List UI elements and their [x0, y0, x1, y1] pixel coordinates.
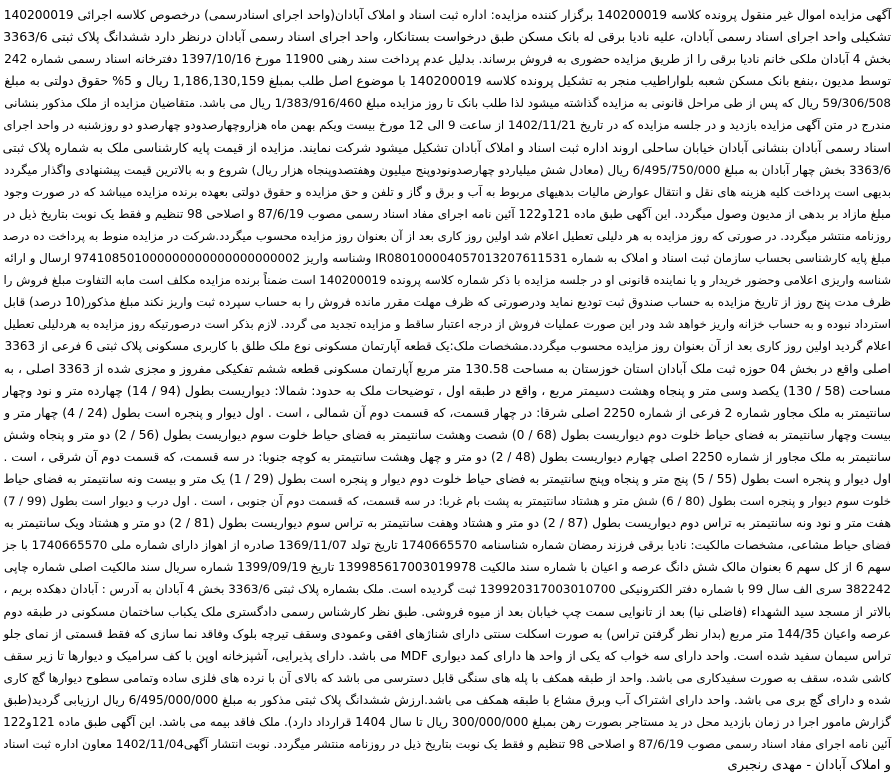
notice-line: اعلام گردید اولین روز کاری بعد از آن بعنوان روز مزایده محسوب میگردد.مشخصات ملک:یک قطعه آپارتمان مسکونی نوع ملک طلق با کاربری مسکونی پلاک ثبتی 6 فرعی از 3363 — [4, 339, 891, 354]
notice-line: بالاتر از مسجد سید الشهداء (فاضلی نیا) بعد از تانوایی سمت چپ خیابان بعد از میوه فروشی. طبق نظر کارشناس رسمی دادگستری ملک یکباب ساختمان مسکونی در طبقه دوم — [3, 604, 891, 619]
notice-line: بیست وچهار سانتیمتر به فضای حیاط خلوت دوم دیواریست بطول (68 / 0) شصت وهشت سانتیمتر به فضای حیاط خلوت سوم دیواریست بطول (56 / 2) دو متر و پنجاه وشش — [3, 427, 891, 442]
notice-line: سانتیمتر به ملک مجاور از شماره 2250 اصلی چهارم دیواریست بطول (48 / 2) دو متر و چهل وهشت سانتیمتر به کوچه جنوبا: در سه قسمت، که قسمت دوم آن شرقی ، است . — [3, 449, 891, 464]
notice-line: تشکیلی واحد اجرای اسناد رسمی آبادان، علیه نادیا برقی له بانک مسکن طبق درخواست بستانکار، واحد اجرای اسناد رسمی آبادان درنظر دارد ششدانگ پلاک ثبتی 3363/6 — [3, 29, 891, 45]
notice-line: مساحت (58 / 130) یکصد وسی متر و پنجاه وهشت دسیمتر مربع ، واقع در طبقه اول ، توضیحات ملک به حدود: شمالا: دیواریست بطول (94 / 14) چهارده متر و نود وچهار — [2, 382, 891, 398]
notice-line: اول دیوار و پنجره است بطول (55 / 5) پنج متر و پنجاه وپنج سانتیمتر به فضای حیاط خلوت دوم دیوار و پنجره است بطول (29 / 1) یک متر و بیست ونه سانتیمتر به فضای حیاط — [3, 471, 891, 486]
notice-line: سانتیمتر به ملک مجاور شماره 2 فرعی از شماره 2250 اصلی شرقا: در چهار قسمت، که قسمت دوم آن شمالی ، است . اول دیوار و پنجره است بطول (24 / 4) چهار متر و — [4, 404, 891, 420]
notice-line: هفت متر و نود ونه سانتیمتر به تراس دوم دیواریست بطول (87 / 2) دو متر و هشتاد وهفت سانتیمتر به تراس سوم دیواریست بطول (81 / 2) دو متر و هشتاد ویک سانتیمتر به — [3, 516, 891, 531]
notice-line: عرصه واعیان 144/35 متر مربع (بدار نظر گرفتن تراس) به صورت اسکلت سنتی دارای شناژهای افقی وعمودی وسقف تیرچه بلوک وفاقد نما سازی که فقط قسمتی از نمای جلو — [3, 626, 891, 641]
notice-line: 382242 سری الف سال 99 با شماره دفتر الکترونیکی 139920317003010700 ثبت گردیده است. ملک بشماره پلاک ثبتی 3363/6 بخش 4 آبادان به آدرس : آبادان دهکده بریم ، — [3, 582, 891, 597]
notice-line: 59/306/508 ریال که پس از طی مراحل قانونی به مزایده گذاشته میشود لذا طلب بانک تا روز مزایده مبلغ 1/383/916/460 ریال می باشد. متقاضیان مزایده از ملک مذکور بنشانی — [4, 96, 891, 111]
notice-line: بدیهی است پرداخت کلیه هزینه های نقل و انتقال عوارض مالیات بدهیهای مربوط به آب و برق و گاز و تلفن و حق مزایده و حقوق دولتی بعهده برنده مزایده میباشد که در صورت وجود — [3, 184, 891, 199]
notice-line: تراس سیمان سفید شده است. واحد دارای سه خواب که یکی از واحد ها دارای کمد دیواری MDF می باشد. دارای پذیرایی، آشپزخانه اوپن با کف سرامیک و دیوارها تا زیر سقف — [3, 648, 891, 663]
notice-line: سهم 6 از کل سهم 6 بعنوان مالک شش دانگ عرصه و اعیان با شماره سند مالکیت 139985617003019978 تاریخ 1399/09/19 شماره سریال سند مالکیت اصلی شماره چاپی — [4, 560, 891, 575]
notice-line: کاشی شده، سقف به صورت سفیدکاری می باشد. واحد از طبقه همکف با پله های سنگی قابل دسترسی می باشد که بالای آن با نرده های فلزی ساده وتمامی سطوح دیوارها گچ کاری — [3, 670, 891, 685]
notice-line: اصلی واقع در بخش 04 حوزه ثبت ملک آبادان استان خوزستان به مساحت 130.58 متر مربع آپارتمان مسکونی قطعه ششم تفکیکی مفروز و مجزی شده از 3363 اصلی ، به — [3, 360, 891, 376]
notice-line: مندرج در متن آگهی مزایده بازدید و در جلسه مزایده که در تاریخ 1402/11/21 از ساعت 9 الی 12 مورخ بیست ویکم بهمن ماه هزاروچهارصدودو چهارصدو دو روزشنبه در واحد اجرای — [3, 118, 891, 133]
notice-line: مبلغ پایه کارشناسی بحساب سازمان ثبت اسناد و املاک به شماره IR080100004057013207611531 وشناسه واریز 974108501000000000000000000002 ارسال و ارائه — [3, 251, 891, 266]
auction-notice-text — [2, 4, 891, 774]
notice-line: شناسه واریزی اعلامی وحضور خریدار و یا نماینده قانونی او در جلسه مزایده با ذکر شماره کلاسه پرونده 140200019 است ضمناً برنده مزایده مکلف است مابه التفاوت مبلغ فروش را — [3, 273, 891, 288]
notice-line: 3363/6 بخش چهار آبادان به مبلغ 6/495/750/000 ریال (معادل شش میلیاردو چهارصدونودوپنج میلیون وهفتصدوپنجاه هزار ریال) شروع و به بالاترین قیمت پیشنهادی واگذار میگردد — [4, 162, 891, 177]
notice-line: ظرف مدت پنج روز از تاریخ مزایده به حساب صندوق ثبت تودیع نماید ودرصورتی که ظرف مهلت مقرر مانده فروش را به حساب سپرده ثبت واریز نکند مبلغ مذکور(10 درصد) قابل — [3, 295, 891, 310]
notice-line: توسط مدیون ،بنفع بانک مسکن شعبه بلواراطیب منجر به تشکیل پرونده کلاسه 140200019 با موضوع اصل طلب بمبلغ 1,186,130,159 ریال و 5% حقوق دولتی به مبلغ — [4, 73, 891, 89]
notice-line: فضای حیاط مشاعی، مشخصات مالکیت: نادیا برقی فرزند رمضان شماره شناسنامه 1740665570 تاریخ تولد 1369/11/07 صادره از اهواز دارای شماره ملی 1740665570 با جز — [3, 538, 891, 553]
notice-line: آئین نامه اجرای مفاد اسناد رسمی مصوب 87/6/19 و اصلاحی 98 تنظیم و فقط یک نوبت بتاریخ ذیل در روزنامه منتشر میگردد. نوبت انتشار آگهی1402/11/04 معاون اداره ثبت اسناد — [3, 737, 891, 752]
notice-line: بخش 4 آبادان ملکی خانم نادیا برقی را از طریق مزایده حضوری به فروش برساند. بدلیل عدم پرداخت سند رهنی 11900 مورخ 1397/10/16 دفترخانه اسناد رسمی شماره 242 — [4, 52, 891, 67]
notice-line: گزارش مامور اجرا در زمان بازدید محل در ید مستاجر بصورت رهن بمبلغ 300/000/000 ریال تا سال 1404 قرارداد دارد). ملک فاقد بیمه می باشد. این آگهی طبق ماده 121و122 — [3, 715, 891, 729]
notice-line: خلوت سوم دیوار و پنجره است بطول (80 / 6) شش متر و هشتاد سانتیمتر به پشت بام غربا: در سه قسمت، که قسمت دوم آن جنوبی ، است . اول درب و دیوار است بطول (99 / 7) — [3, 494, 891, 509]
notice-line: مبلغ مازاد بر بدهی از مدیون وصول میگردد. این آگهی طبق ماده 121و122 آئین نامه اجرای مفاد اسناد رسمی مصوب 87/6/19 و اصلاحی 98 تنظیم و فقط یک نوبت بتاریخ ذیل در — [4, 206, 891, 221]
notice-line: اسناد رسمی آبادان بنشانی آبادان خیابان ساحلی اروند اداره ثبت اسناد و املاک آبادان تشکیل میشود شرکت نمایند. مزایده از قیمت پایه کارشناسی ملک به شماره پلاک ثبتی — [2, 139, 891, 155]
notice-line: شده و دارای گچ بری می باشد. واحد دارای اشتراک آب وبرق مشاع با طبقه همکف می باشد.ارزش ششدانگ پلاک ثبتی مذکور به مبلغ 6/495/000/000 ریال ارزیابی گردید(طبق — [3, 692, 891, 707]
notice-line: آگهی مزایده اموال غیر منقول پرونده کلاسه 140200019 برگزار کننده مزایده: اداره ثبت اسناد و املاک آبادان(واحد اجرای اسنادرسمی) درخصوص کلاسه اجرائی 140200019 — [3, 8, 891, 22]
notice-line: روزنامه منتشر میگردد. در صورتی که روز مزایده به هر دلیلی تعطیل اعلام شد اولین روز کاری بعد از آن بعنوان روز مزایده محسوب میگردد.شرکت در مزایده منوط به پرداخت ده درصد — [2, 228, 891, 243]
notice-line: و املاک آبادان - مهدی رنجبری — [727, 758, 891, 774]
notice-line: استرداد نبوده و به حساب خزانه واریز خواهد شد ودر این صورت عملیات فروش از درجه اعتبار ساقط و مزایده تجدید می گردد. لازم بذکر است درصورتیکه روز مزایده به هردلیلی تعطیل — [3, 317, 891, 332]
